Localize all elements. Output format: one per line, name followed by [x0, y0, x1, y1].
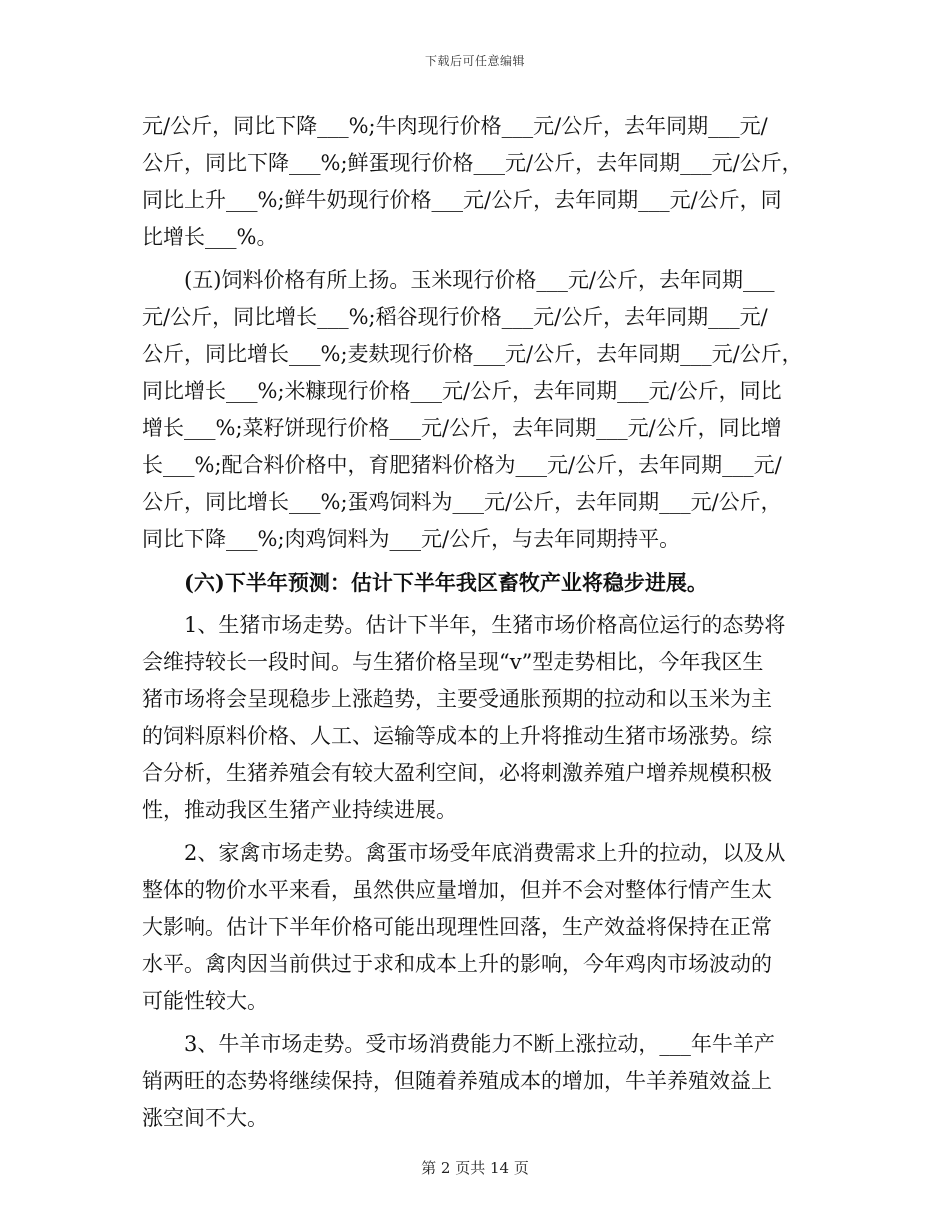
text-line: 性，推动我区生猪产业持续进展。: [142, 798, 457, 822]
paragraph-p-forecast-heading: [142, 564, 814, 601]
text-line: 整体的物价水平来看，虽然供应量增加，但并不会对整体行情产生太: [142, 878, 772, 902]
text-line: 同比增长___%;米糠现行价格___元/公斤，去年同期___元/公斤，同比: [142, 379, 782, 403]
text-line: 长___%;配合料价格中，育肥猪料价格为___元/公斤，去年同期___元/: [142, 453, 782, 477]
text-line: 的饲料原料价格、人工、运输等成本的上升将推动生猪市场涨势。综: [142, 724, 772, 748]
text-line: 1、生猪市场走势。估计下半年，生猪市场价格高位运行的态势将: [184, 613, 786, 637]
text-line: 同比下降___%;肉鸡饲料为___元/公斤，与去年同期持平。: [142, 527, 681, 551]
paragraph-p-poultry-market: [142, 835, 814, 1020]
text-line: 同比上升___%;鲜牛奶现行价格___元/公斤，去年同期___元/公斤，同: [142, 188, 782, 212]
text-line: 大影响。估计下半年价格可能出现理性回落，生产效益将保持在正常: [142, 915, 772, 939]
text-line: 会维持较长一段时间。与生猪价格呈现“v”型走势相比，今年我区生: [142, 650, 764, 674]
text-line: 比增长___%。: [142, 225, 278, 249]
paragraph-p-prices-cont: [142, 108, 814, 256]
text-line: 2、家禽市场走势。禽蛋市场受年底消费需求上升的拉动，以及从: [184, 841, 786, 865]
text-line: 合分析，生猪养殖会有较大盈利空间，必将刺激养殖户增养规模积极: [142, 761, 772, 785]
document-body: [142, 108, 814, 1137]
text-line: 公斤，同比下降___%;鲜蛋现行价格___元/公斤，去年同期___元/公斤，: [142, 151, 803, 175]
text-line: (六)下半年预测：估计下半年我区畜牧产业将稳步进展。: [184, 570, 708, 595]
text-line: 可能性较大。: [142, 989, 268, 1013]
text-line: 销两旺的态势将继续保持，但随着养殖成本的增加，牛羊养殖效益上: [142, 1069, 772, 1093]
text-line: (五)饲料价格有所上扬。玉米现行价格___元/公斤，去年同期___: [184, 268, 775, 292]
text-line: 猪市场将会呈现稳步上涨趋势，主要受通胀预期的拉动和以玉米为主: [142, 687, 772, 711]
page-header: 下载后可任意编辑: [424, 54, 525, 68]
paragraph-p-pig-market: [142, 607, 814, 829]
text-line: 水平。禽肉因当前供过于求和成本上升的影响，今年鸡肉市场波动的: [142, 952, 772, 976]
paragraph-p-feed-prices: [142, 262, 814, 558]
text-line: 元/公斤，同比下降___%;牛肉现行价格___元/公斤，去年同期___元/: [142, 114, 768, 138]
paragraph-p-cattle-market: [142, 1026, 814, 1137]
text-line: 公斤，同比增长___%;麦麸现行价格___元/公斤，去年同期___元/公斤，: [142, 342, 803, 366]
page-footer: 第 2 页共 14 页: [421, 1159, 529, 1177]
text-line: 3、牛羊市场走势。受市场消费能力不断上涨拉动，___年牛羊产: [184, 1032, 775, 1056]
text-line: 涨空间不大。: [142, 1106, 268, 1130]
text-line: 增长___%;菜籽饼现行价格___元/公斤，去年同期___元/公斤，同比增: [142, 416, 782, 440]
text-line: 元/公斤，同比增长___%;稻谷现行价格___元/公斤，去年同期___元/: [142, 305, 768, 329]
text-line: 公斤，同比增长___%;蛋鸡饲料为___元/公斤，去年同期___元/公斤，: [142, 490, 782, 514]
